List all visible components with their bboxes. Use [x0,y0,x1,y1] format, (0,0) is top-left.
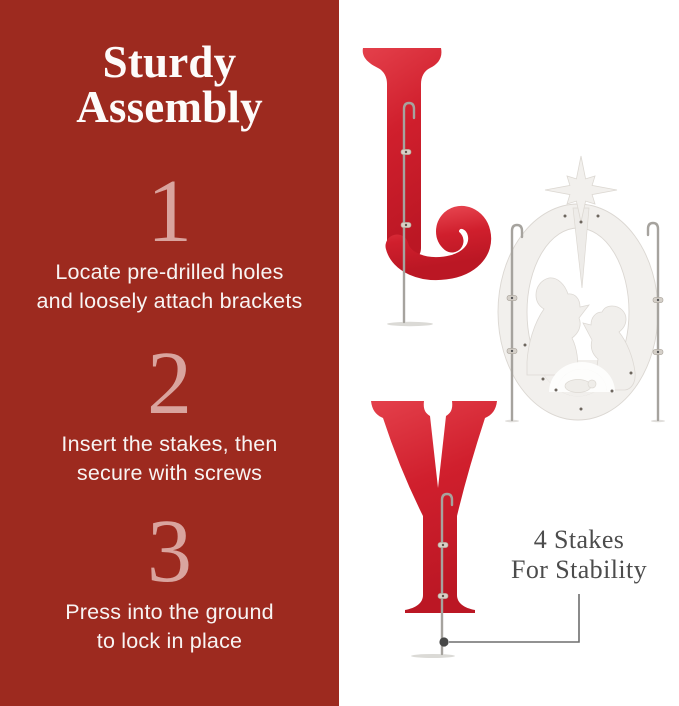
step-2-text-line1: Insert the stakes, then [61,432,278,456]
bracket-screw [438,593,448,598]
bracket-screw [653,297,663,302]
ground-shadow [411,654,455,658]
stake-callout-line [439,594,579,647]
step-3-text-line2: to lock in place [96,628,243,653]
step-2-number: 2 [147,334,192,433]
step-2-text-line2: secure with screws [76,460,263,485]
bracket-screw [401,222,411,227]
step-3-number: 3 [147,502,192,601]
stakes-callout-label [484,525,674,585]
ground-shadow [387,322,433,326]
step-3-text-line1: Press into the ground [65,600,274,624]
step-1-text-line2: and loosely attach brackets [36,288,303,313]
bracket-screw [438,542,448,547]
step-1-text-line1: Locate pre-drilled holes [55,260,284,284]
bracket-screw [507,348,517,353]
bracket-screw [401,149,411,154]
letter-y [371,401,497,658]
page-title-line1: Sturdy [102,37,237,87]
stakes-callout-line2: For Stability [511,555,647,584]
letter-o-nativity [498,156,665,422]
letter-y-shape [371,401,497,613]
bracket-screw [507,295,517,300]
page-title-line2: Assembly [76,82,263,132]
bracket-screw [653,349,663,354]
letter-j [363,48,480,326]
step-1-number: 1 [147,162,192,261]
callout-anchor-dot [439,637,448,646]
stakes-callout-line1: 4 Stakes [533,525,625,554]
letter-j-stem [363,48,442,262]
